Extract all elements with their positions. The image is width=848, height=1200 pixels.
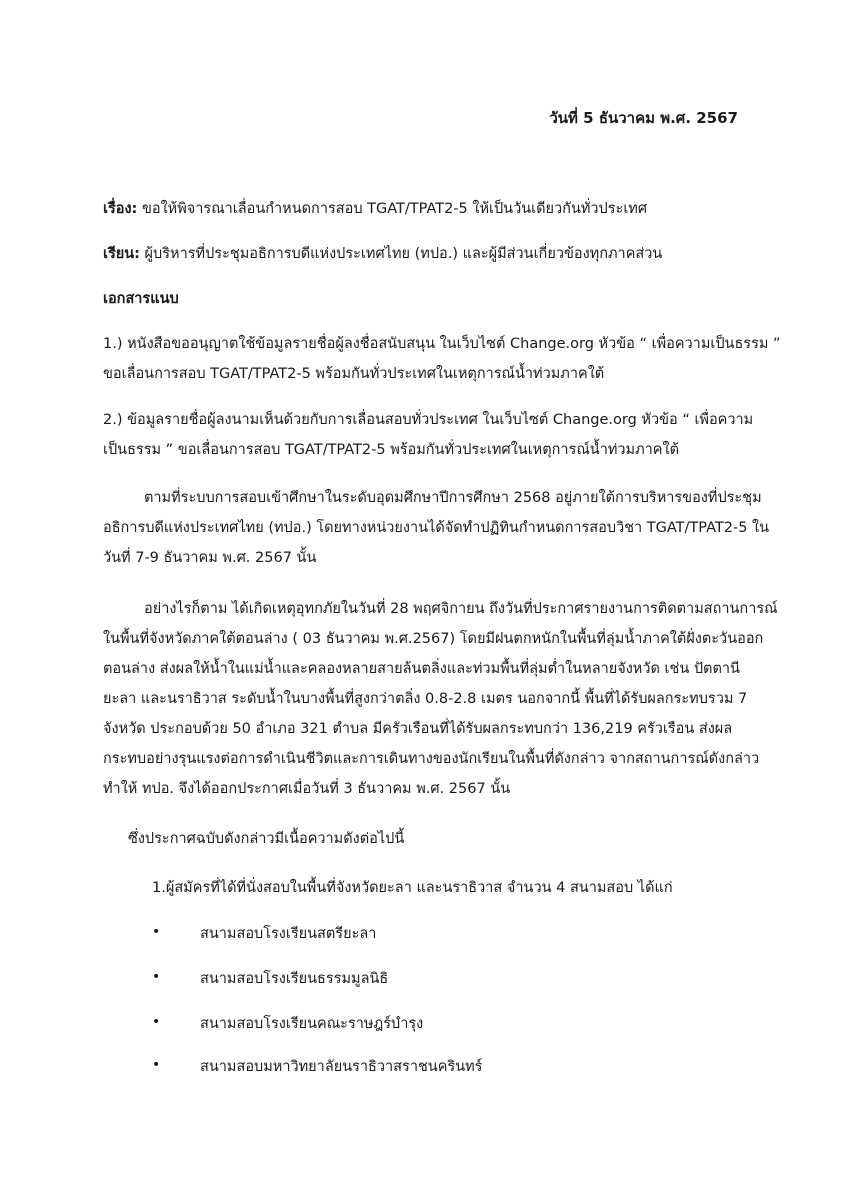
attachment-1-line-2: ขอเลื่อนการสอบ TGAT/TPAT2-5 พร้อมกันทั่วประเทศในเหตุการณ์น้ำท่วมภาคใต้ [103, 366, 605, 382]
paragraph-2-line: อย่างไรก็ตาม ได้เกิดเหตุอุทกภัยในวันที่ 28 พฤศจิกายน ถึงวันที่ประกาศรายงานการติดตามสถานการณ์ [144, 601, 778, 617]
paragraph-1-line: อธิการบดีแห่งประเทศไทย (ทปอ.) โดยทางหน่วยงานได้จัดทำปฏิทินกำหนดการสอบวิชา TGAT/TPAT2-5 ใน [103, 520, 770, 536]
letter-date: วันที่ 5 ธันวาคม พ.ศ. 2567 [549, 109, 738, 127]
recipient-label: เรียน: [103, 246, 140, 262]
attachment-2-line-1: 2.) ข้อมูลรายชื่อผู้ลงนามเห็นด้วยกับการเลื่อนสอบทั่วประเทศ ในเว็บไซต์ Change.org หัวข้อ “ เพื่อความ [103, 412, 754, 428]
bullet-icon: • [152, 1014, 161, 1030]
paragraph-1-line: วันที่ 7-9 ธันวาคม พ.ศ. 2567 นั้น [103, 550, 317, 566]
paragraph-2-line: กระทบอย่างรุนแรงต่อการดำเนินชีวิตและการเดินทางของนักเรียนในพื้นที่ดังกล่าว จากสถานการณ์ดังกล่าว [103, 751, 760, 767]
list-item: สนามสอบโรงเรียนคณะราษฎร์บำรุง [200, 1016, 424, 1032]
paragraph-2-line: จังหวัด ประกอบด้วย 50 อำเภอ 321 ตำบล มีครัวเรือนที่ได้รับผลกระทบกว่า 136,219 ครัวเรือน ส่งผล [103, 721, 733, 737]
paragraph-2-line: ยะลา และนราธิวาส ระดับน้ำในบางพื้นที่สูงกว่าตลิ่ง 0.8-2.8 เมตร นอกจากนี้ พื้นที่ได้รับผลกระทบรวม 7 [103, 691, 748, 707]
list-item: สนามสอบโรงเรียนธรรมมูลนิธิ [200, 971, 389, 987]
subject-line [103, 197, 647, 220]
list-item: สนามสอบมหาวิทยาลัยนราธิวาสราชนครินทร์ [200, 1059, 483, 1075]
attachment-2-line-2: เป็นธรรม ” ขอเลื่อนการสอบ TGAT/TPAT2-5 พร้อมกันทั่วประเทศในเหตุการณ์น้ำท่วมภาคใต้ [103, 442, 679, 458]
paragraph-2-line: ในพื้นที่จังหวัดภาคใต้ตอนล่าง ( 03 ธันวาคม พ.ศ.2567) โดยมีฝนตกหนักในพื้นที่ลุ่มน้ำภาคใต้ฝั่งตะวันออก [103, 631, 764, 647]
paragraph-3: ซึ่งประกาศฉบับดังกล่าวมีเนื้อความดังต่อไปนี้ [128, 831, 405, 847]
subject-text: ขอให้พิจารณาเลื่อนกำหนดการสอบ TGAT/TPAT2-5 ให้เป็นวันเดียวกันทั่วประเทศ [137, 201, 648, 217]
attachments-heading: เอกสารแนบ [103, 291, 179, 307]
venue-list-intro: 1.ผู้สมัครที่ได้ที่นั่งสอบในพื้นที่จังหวัดยะลา และนราธิวาส จำนวน 4 สนามสอบ ได้แก่ [152, 880, 673, 896]
paragraph-2-line: ทำให้ ทปอ. จึงได้ออกประกาศเมื่อวันที่ 3 ธันวาคม พ.ศ. 2567 นั้น [103, 781, 511, 797]
recipient-line [103, 242, 662, 265]
attachment-1-line-1: 1.) หนังสือขออนุญาตใช้ข้อมูลรายชื่อผู้ลงชื่อสนับสนุน ในเว็บไซต์ Change.org หัวข้อ “ เพื่อความเป็นธรรม ” [103, 336, 781, 352]
bullet-icon: • [152, 924, 161, 940]
recipient-text: ผู้บริหารที่ประชุมอธิการบดีแห่งประเทศไทย (ทปอ.) และผู้มีส่วนเกี่ยวข้องทุกภาคส่วน [139, 246, 663, 262]
paragraph-1-line: ตามที่ระบบการสอบเข้าศึกษาในระดับอุดมศึกษาปีการศึกษา 2568 อยู่ภายใต้การบริหารของที่ประชุม [144, 490, 762, 506]
bullet-icon: • [152, 1057, 161, 1073]
subject-label: เรื่อง: [103, 201, 138, 217]
bullet-icon: • [152, 969, 161, 985]
paragraph-2-line: ตอนล่าง ส่งผลให้น้ำในแม่น้ำและคลองหลายสายล้นตลิ่งและท่วมพื้นที่ลุ่มต่ำในหลายจังหวัด เช่น ปัตตานี [103, 661, 740, 677]
list-item: สนามสอบโรงเรียนสตรียะลา [200, 926, 377, 942]
